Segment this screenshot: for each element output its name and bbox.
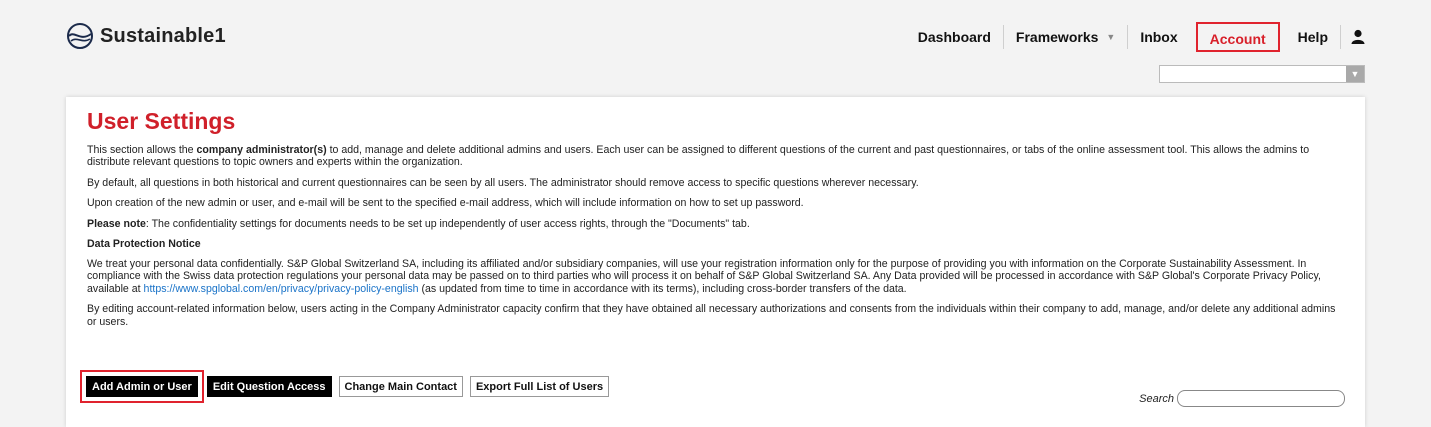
- search-label: Search: [1139, 392, 1174, 405]
- creation-note-paragraph: Upon creation of the new admin or user, and e-mail will be sent to the specified e-mail address, which will include information on how to set up password.: [87, 197, 804, 210]
- nav-inbox[interactable]: Inbox: [1140, 29, 1178, 45]
- nav-frameworks[interactable]: [1004, 26, 1127, 48]
- data-protection-paragraph: We treat your personal data confidentially. S&P Global Switzerland SA, including its affiliated and/or subsidiary companies, will use your registration information only for the purpose of providing you with information on the Corporate Sustainability Assessment. In compliance with the Swiss data protection regulations your personal data may be passed on to third parties who will process it on behalf of S&P Global Switzerland SA. Any Data provided will be processed in accordance with S&P Global's Corporate Privacy Policy, available at https://www.spglobal.com/en/privacy/privacy-policy-english (as updated from time to time in accordance with its terms), including cross-border transfers of the data.: [87, 258, 1321, 295]
- add-button-highlight: [80, 370, 204, 403]
- edit-question-access-button[interactable]: Edit Question Access: [207, 376, 332, 397]
- dropdown-arrow-icon[interactable]: ▼: [1346, 66, 1364, 82]
- page-title: User Settings: [87, 108, 236, 134]
- user-glyph: [1351, 29, 1365, 45]
- privacy-policy-link[interactable]: https://www.spglobal.com/en/privacy/privacy-policy-english: [143, 282, 419, 295]
- intro-paragraph: This section allows the company administrator(s) to add, manage and delete additional admins and users. Each user can be assigned to different questions of the current and past questionnaires, or tabs of the online assessment tool. This allows the admins to distribute relevant questions to topic owners and experts within the organization.: [87, 144, 1310, 169]
- globe-logo-icon: [66, 22, 94, 50]
- action-buttons: [80, 370, 616, 403]
- nav-frameworks-label: Frameworks: [1015, 29, 1099, 45]
- company-select[interactable]: [1159, 65, 1365, 83]
- search-input[interactable]: [1177, 390, 1345, 407]
- default-access-paragraph: By default, all questions in both historical and current questionnaires can be seen by all users. The administrator should remove access to specific questions wherever necessary.: [87, 176, 919, 189]
- nav-dashboard[interactable]: Dashboard: [917, 29, 991, 45]
- change-main-contact-button[interactable]: Change Main Contact: [339, 376, 463, 397]
- nav-account[interactable]: Account: [1196, 22, 1280, 52]
- add-admin-or-user-button[interactable]: Add Admin or User: [86, 376, 198, 397]
- nav-help[interactable]: Help: [1297, 29, 1328, 45]
- export-users-button[interactable]: Export Full List of Users: [470, 376, 609, 397]
- brand-logo[interactable]: [66, 22, 226, 50]
- top-nav: [906, 22, 1371, 52]
- caret-down-icon: ▼: [1106, 32, 1116, 42]
- user-settings-panel: [66, 97, 1365, 427]
- consent-paragraph: By editing account-related information below, users acting in the Company Administrator capacity confirm that they have obtained all necessary authorizations and consents from the individuals within their company to add, manage, and/or delete any additional admins or users.: [87, 303, 1336, 328]
- please-note-paragraph: Please note: The confidentiality settings for documents needs to be set up independently of user access rights, through the "Documents" tab.: [87, 217, 750, 230]
- brand-name: Sustainable1: [100, 24, 226, 47]
- top-header: [0, 0, 1431, 90]
- search-area: [1139, 390, 1345, 407]
- user-icon[interactable]: [1341, 26, 1371, 48]
- data-protection-heading: Data Protection Notice: [87, 238, 201, 251]
